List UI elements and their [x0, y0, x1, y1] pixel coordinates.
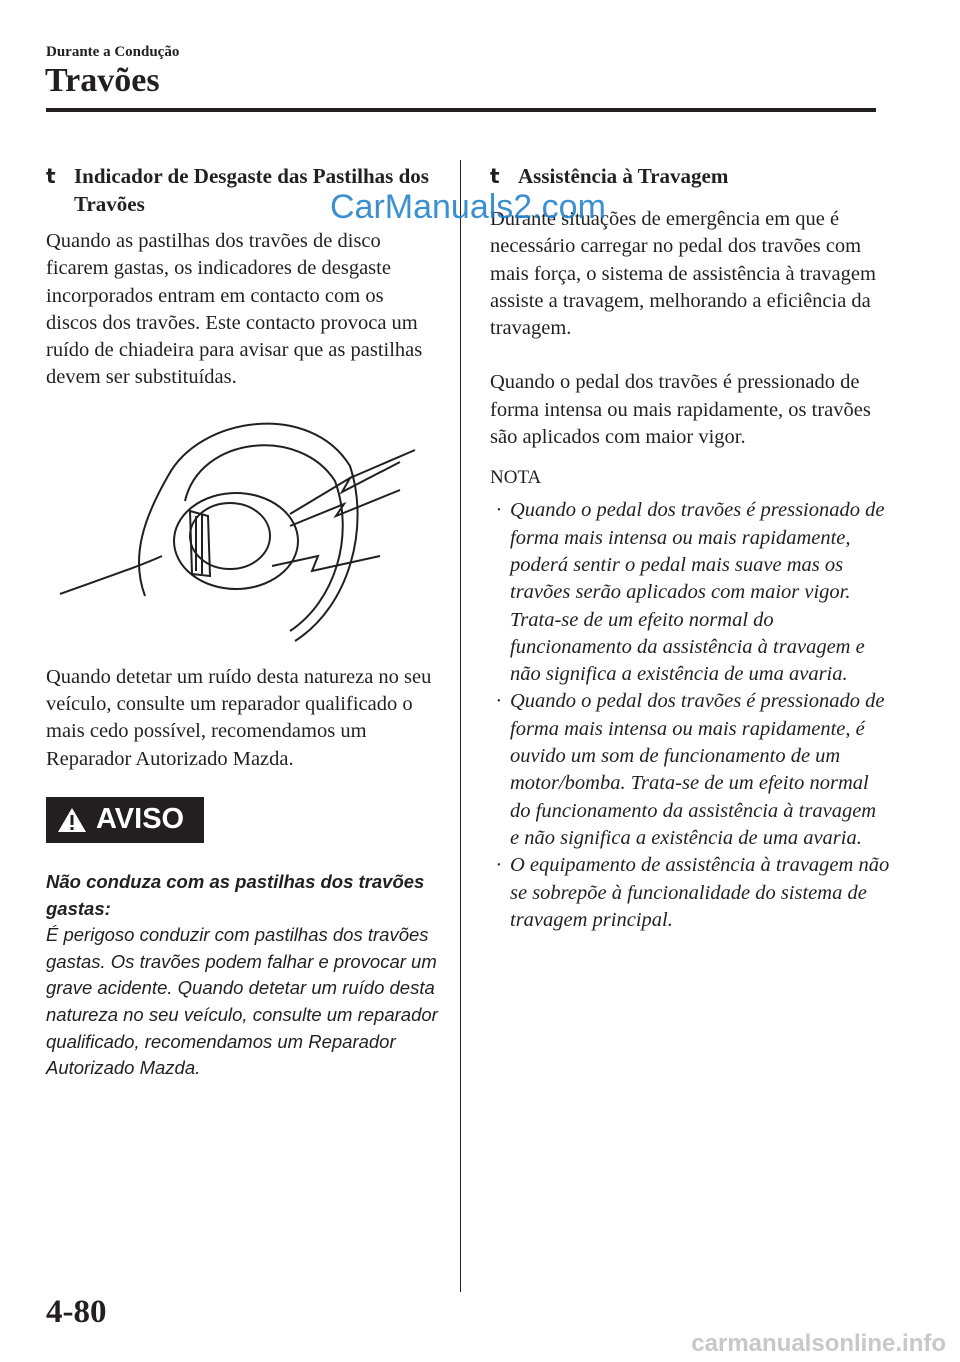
- bullet-icon: ·: [496, 499, 502, 522]
- left-column: [46, 162, 438, 1082]
- note-item: [490, 852, 890, 934]
- column-divider: [460, 160, 461, 1292]
- paragraph-brake-assist-description: Durante situações de emergência em que é necessário carregar no pedal dos travões com mais força, o sistema de assistência à travagem assiste a travagem, melhorando a eficiência da travagem.: [490, 208, 876, 340]
- warning-body: É perigoso conduzir com pastilhas dos travões gastas. Os travões podem falhar e provocar um grave acidente. Quando detetar um ruído desta natureza no seu veículo, consulte um reparador qualificado, recomendamos um Reparador Autorizado Mazda.: [46, 924, 438, 1079]
- section-marker-icon: t: [46, 164, 56, 188]
- warning-triangle-icon: [56, 806, 88, 834]
- warning-label: AVISO: [96, 803, 185, 836]
- page-title: Travões: [45, 62, 160, 99]
- right-column: [490, 162, 890, 934]
- note-text: Quando o pedal dos travões é pressionado de forma mais intensa ou mais rapidamente, poderá sentir o pedal mais suave mas os travões serão aplicados com maior vigor. Trata-se de um efeito normal do funcionamento da assistência à travagem e não significa a existência de uma avaria.: [510, 499, 885, 686]
- warning-banner: [46, 797, 204, 843]
- footer-watermark: carmanualsonline.info: [691, 1330, 946, 1357]
- section-heading-brake-assist: [490, 162, 890, 190]
- note-item: [490, 688, 890, 852]
- bullet-icon: ·: [496, 690, 502, 713]
- bullet-icon: ·: [496, 854, 502, 877]
- warning-text: [46, 869, 438, 1082]
- note-label: NOTA: [490, 467, 542, 489]
- paragraph-contact-repairer: Quando detetar um ruído desta natureza no seu veículo, consulte um reparador qualificado o mais cedo possível, recomendamos um Reparador Autorizado Mazda.: [46, 665, 432, 770]
- brake-pad-illustration: [50, 406, 430, 650]
- page-number: 4-80: [46, 1294, 107, 1330]
- note-text: Quando o pedal dos travões é pressionado de forma mais intensa ou mais rapidamente, é ouvido um som de funcionamento de um motor/bomba. Trata-se de um efeito normal do funcionamento da assistência à travagem e não significa a existência de uma avaria.: [510, 690, 885, 849]
- warning-heading: Não conduza com as pastilhas dos travões gastas:: [46, 870, 425, 919]
- watermark-link[interactable]: CarManuals2.com: [330, 188, 606, 226]
- paragraph-wear-description: Quando as pastilhas dos travões de disco ficarem gastas, os indicadores de desgaste incorporados entram em contacto com os discos dos travões. Este contacto provoca um ruído de chiadeira para avisar que as pastilhas devem ser substituídas.: [46, 230, 423, 389]
- note-text: O equipamento de assistência à travagem não se sobrepõe à funcionalidade do sistema de travagem principal.: [510, 854, 890, 931]
- brake-disc-drawing: [50, 406, 430, 650]
- running-header-section: Durante a Condução: [46, 44, 180, 60]
- section-heading-text: Indicador de Desgaste das Pastilhas dos Travões: [74, 164, 429, 216]
- section-marker-icon: t: [490, 164, 500, 188]
- note-item: [490, 497, 890, 688]
- header-rule: [46, 108, 876, 112]
- paragraph-brake-assist-vigor: Quando o pedal dos travões é pressionado de forma intensa ou mais rapidamente, os travões são aplicados com maior vigor.: [490, 371, 871, 449]
- note-list: [490, 497, 890, 934]
- section-heading-text: Assistência à Travagem: [518, 164, 729, 188]
